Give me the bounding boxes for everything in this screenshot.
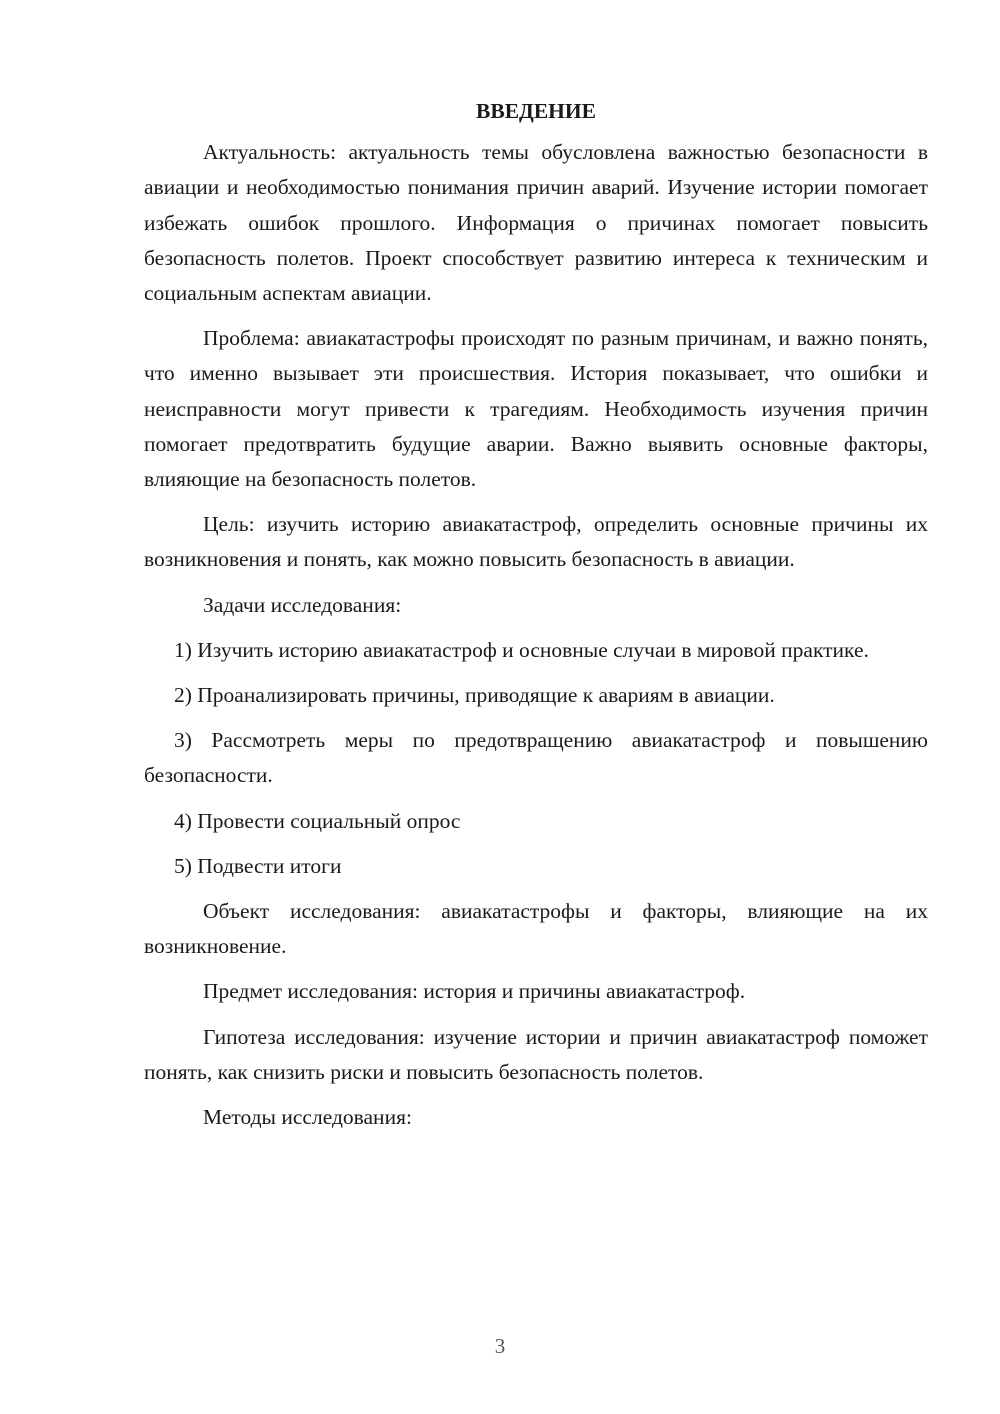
page-number: 3 [494,1334,506,1358]
paragraph-problem: Проблема: авиакатастрофы происходят по разным причинам, и важно понять, что именно вызывает эти происшествия. История показывает, что ошибки и неисправности могут привести к трагедиям. Необходимость изучения причин помогает предотвратить будущие аварии. Важно выявить основные факторы, влияющие на безопасность полетов. [144,326,928,492]
paragraph-relevance: Актуальность: актуальность темы обусловлена важностью безопасности в авиации и необходимостью понимания причин аварий. Изучение истории помогает избежать ошибок прошлого. Информация о причинах помогает повысить безопасность полетов. Проект способствует развитию интереса к техническим и социальным аспектам авиации. [144,140,928,306]
tasks-list [144,633,928,884]
task-item-2: 2) Проанализировать причины, приводящие к авариям в авиации. [174,683,775,708]
methods-heading: Методы исследования: [203,1105,412,1130]
paragraph-object: Объект исследования: авиакатастрофы и факторы, влияющие на их возникновение. [144,899,928,959]
task-item-4: 4) Провести социальный опрос [174,808,461,833]
document-page [144,94,928,1145]
paragraph-subject: Предмет исследования: история и причины авиакатастроф. [203,979,746,1004]
task-item-1: 1) Изучить историю авиакатастроф и основные случаи в мировой практике. [174,637,869,662]
task-item-5: 5) Подвести итоги [174,853,342,878]
paragraph-hypothesis: Гипотеза исследования: изучение истории и причин авиакатастроф поможет понять, как снизить риски и повысить безопасность полетов. [144,1024,928,1084]
task-item-3: 3) Рассмотреть меры по предотвращению авиакатастроф и повышению безопасности. [144,728,928,788]
page-title: ВВЕДЕНИЕ [476,99,596,123]
paragraph-goal: Цель: изучить историю авиакатастроф, определить основные причины их возникновения и понять, как можно повысить безопасность в авиации. [144,512,928,572]
tasks-heading: Задачи исследования: [203,592,402,617]
